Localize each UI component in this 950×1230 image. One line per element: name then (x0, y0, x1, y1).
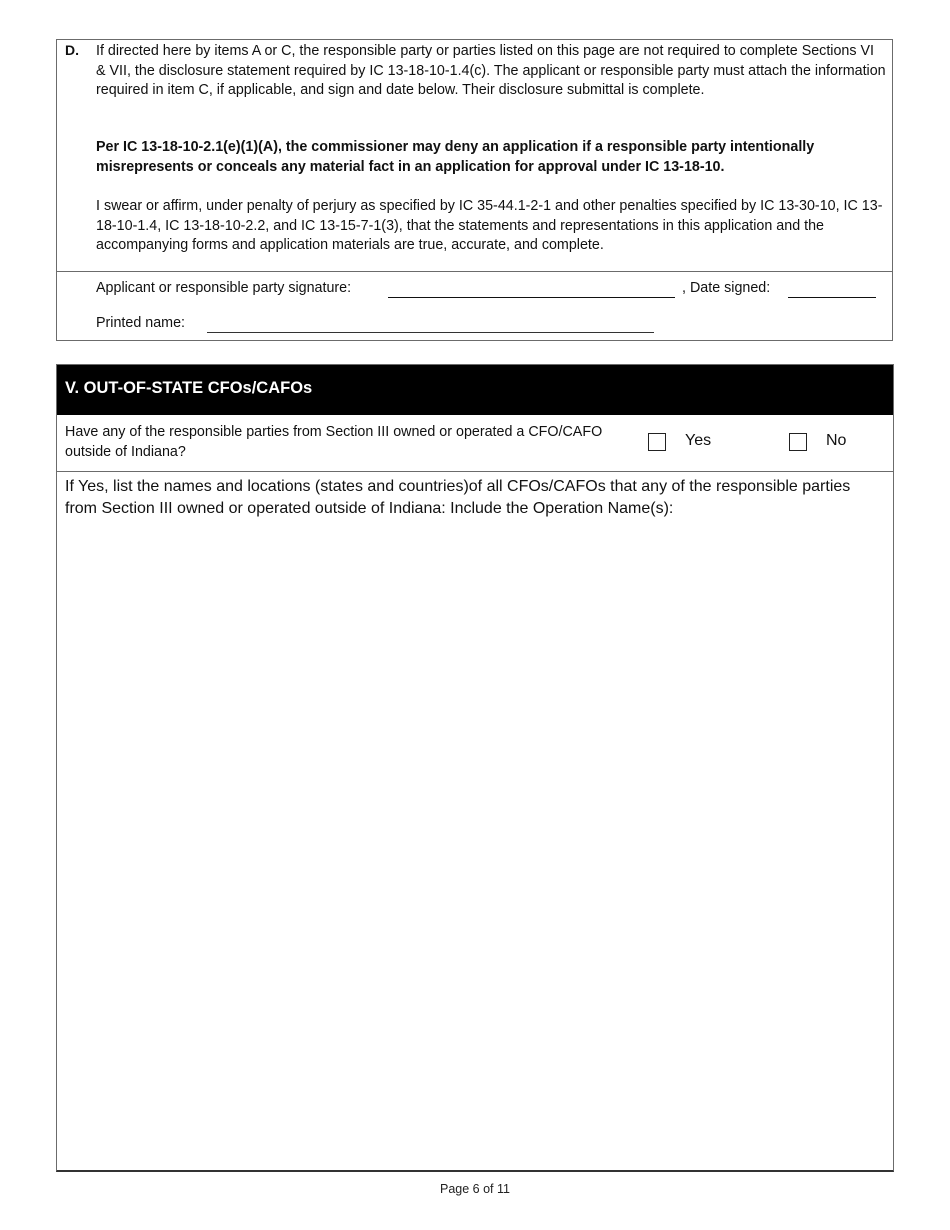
list-instruction: If Yes, list the names and locations (states and countries)of all CFOs/CAFOs that any of the responsible parties from Section III owned or operated outside of Indiana: Include the Operation Name(s): (65, 478, 851, 517)
item-d-warning: Per IC 13-18-10-2.1(e)(1)(A), the commissioner may deny an application if a responsible party intentionally misrepresents or conceals any material fact in an application for approval under IC 13-18-10. (96, 139, 815, 175)
yes-checkbox[interactable] (648, 433, 666, 451)
section-d-divider (57, 271, 892, 272)
date-signed-label: , Date signed: (682, 280, 771, 296)
section-v-header (57, 365, 893, 415)
section-v-box (56, 364, 894, 1172)
item-d-letter: D. (65, 42, 79, 58)
date-signed-field[interactable] (788, 297, 876, 298)
item-d-instructions: If directed here by items A or C, the responsible party or parties listed on this page are not required to complete Sections VI & VII, the disclosure statement required by IC 13-18-10-1.4(c). The applicant or responsible party must attach the information required in item C, if applicable, and sign and date below. Their disclosure submittal is complete. (96, 43, 886, 99)
signature-field[interactable] (388, 297, 675, 298)
yes-label: Yes (685, 432, 712, 449)
no-label: No (826, 432, 847, 449)
printed-name-label: Printed name: (96, 315, 186, 331)
out-of-state-question-row (57, 415, 893, 472)
signature-label: Applicant or responsible party signature: (96, 280, 352, 296)
operations-list-field[interactable] (57, 523, 893, 1170)
section-d-box (56, 39, 893, 341)
section-v-title: V. OUT-OF-STATE CFOs/CAFOs (65, 379, 313, 397)
page-number: Page 6 of 11 (440, 1182, 510, 1196)
item-d-affirmation: I swear or affirm, under penalty of perjury as specified by IC 35-44.1-2-1 and other penalties specified by IC 13-30-10, IC 13-18-10-1.4, IC 13-18-10-2.2, and IC 13-15-7-1(3), that the statements and representations in this application and the accompanying forms and application materials are true, accurate, and complete. (96, 198, 883, 254)
no-checkbox[interactable] (789, 433, 807, 451)
printed-name-field[interactable] (207, 332, 654, 333)
out-of-state-question: Have any of the responsible parties from Section III owned or operated a CFO/CAFO outside of Indiana? (65, 424, 603, 460)
